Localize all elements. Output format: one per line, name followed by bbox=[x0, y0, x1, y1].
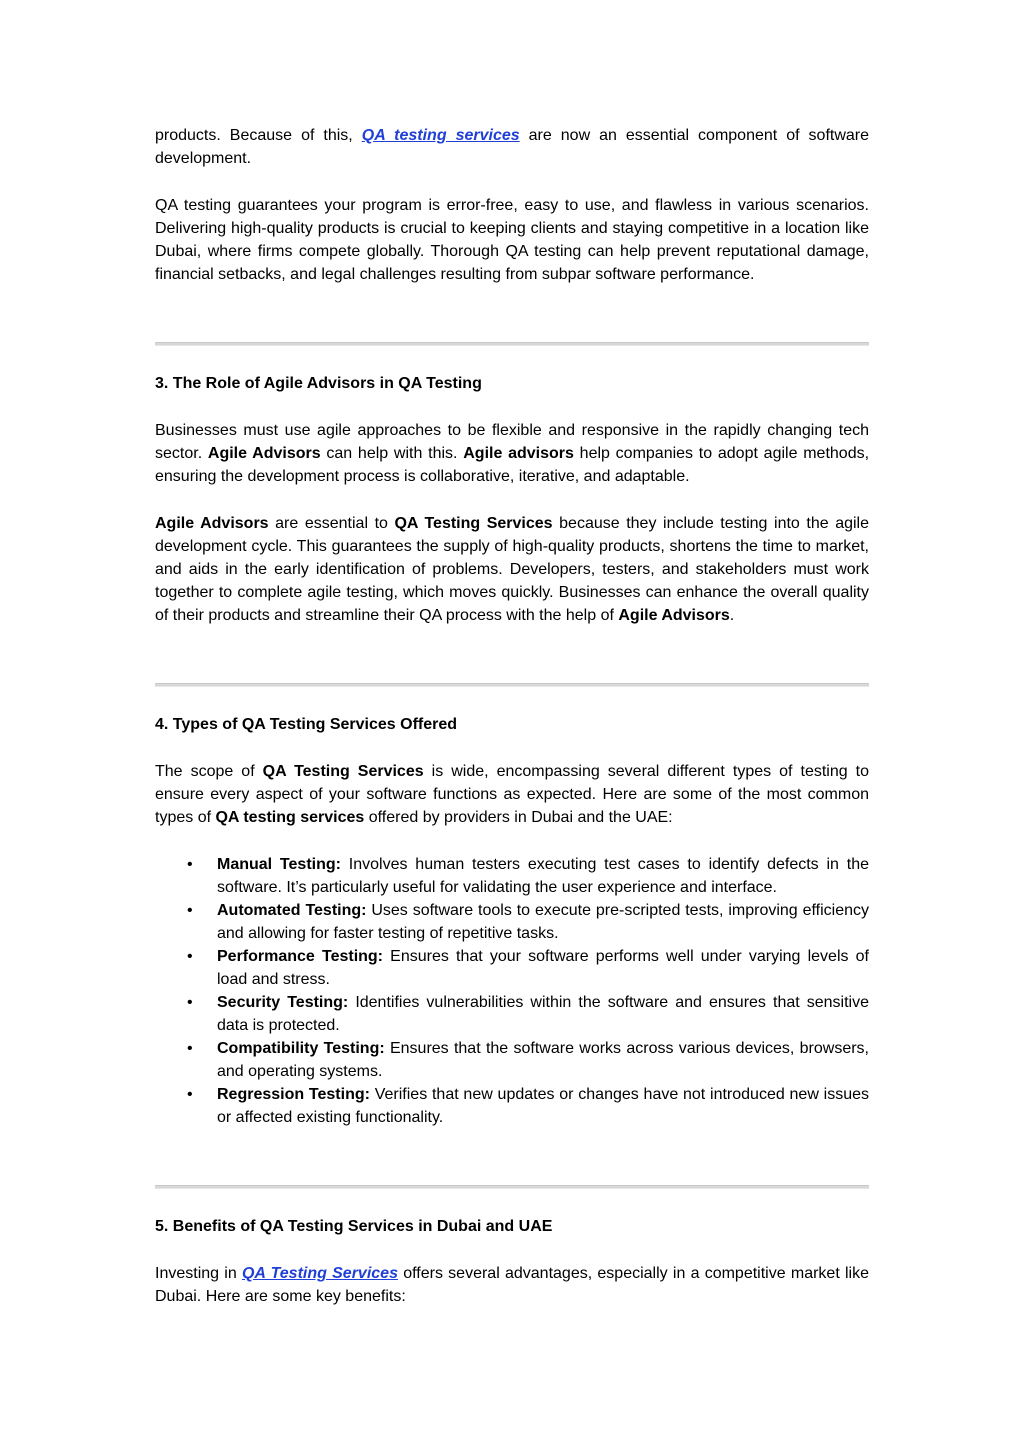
bold-run: Agile Advisors bbox=[618, 607, 730, 624]
text-run: is wide, encompassing several different types of testing to ensure every aspect of your software functions as expected. Here are some of the most common types of bbox=[155, 763, 870, 826]
text-run: offers several advantages, especially in a competitive market like Dubai. Here are some key benefits: bbox=[155, 1265, 869, 1305]
list-item bbox=[187, 1037, 869, 1083]
list-item-term: Security Testing: bbox=[217, 994, 349, 1011]
bold-run: QA Testing Services bbox=[394, 515, 553, 532]
document-page bbox=[155, 124, 869, 1308]
text-run: The scope of bbox=[155, 763, 263, 780]
text-run: are essential to bbox=[268, 515, 395, 532]
text-run: help companies to adopt agile methods, ensuring the development process is collaborative, iterative, and adaptable. bbox=[155, 445, 870, 485]
intro-paragraph-2: QA testing guarantees your program is error-free, easy to use, and flawless in various scenarios. Delivering high-quality products is crucial to keeping clients and staying competitive in a location like Dubai, where firms compete globally. Thorough QA testing can help prevent reputational damage, financial setbacks, and legal challenges resulting from subpar software performance. bbox=[155, 197, 869, 283]
list-item-text: Identifies vulnerabilities within the software and ensures that sensitive data is protected. bbox=[217, 994, 870, 1034]
list-item-text: Uses software tools to execute pre-scripted tests, improving efficiency and allowing for faster testing of repetitive tasks. bbox=[217, 902, 869, 942]
qa-testing-services-link[interactable]: QA Testing Services bbox=[241, 1265, 398, 1282]
intro-text-after: are now an essential component of software development. bbox=[155, 127, 870, 167]
list-item-text: Involves human testers executing test cases to identify defects in the software. It’s particularly useful for validating the user experience and interface. bbox=[217, 856, 869, 896]
section-5-paragraph-1 bbox=[155, 1262, 869, 1308]
list-item-term: Regression Testing: bbox=[217, 1086, 370, 1103]
bullet-icon: • bbox=[187, 1086, 193, 1103]
list-item-term: Manual Testing: bbox=[217, 856, 341, 873]
intro-paragraph-1 bbox=[155, 124, 869, 170]
text-run: offered by providers in Dubai and the UAE: bbox=[364, 809, 673, 826]
bold-run: Agile Advisors bbox=[155, 515, 269, 532]
list-item-term: Compatibility Testing: bbox=[217, 1040, 385, 1057]
section-4-heading: 4. Types of QA Testing Services Offered bbox=[155, 716, 458, 733]
text-run: Businesses must use agile approaches to be flexible and responsive in the rapidly changing tech sector. bbox=[155, 422, 869, 462]
text-run: . bbox=[729, 607, 735, 624]
list-item bbox=[187, 991, 870, 1037]
bold-run: Agile Advisors bbox=[207, 445, 321, 462]
bold-run: QA testing services bbox=[215, 809, 365, 826]
list-item-text: Ensures that your software performs well under varying levels of load and stress. bbox=[217, 948, 869, 988]
section-5-heading: 5. Benefits of QA Testing Services in Dubai and UAE bbox=[155, 1218, 553, 1235]
list-item-term: Automated Testing: bbox=[217, 902, 367, 919]
section-4-paragraph-1 bbox=[155, 760, 869, 829]
text-run: because they include testing into the agile development cycle. This guarantees the supply of high-quality products, shortens the time to market, and aids in the early identification of problems. Developers, testers, and stakeholders must work together to complete agile testing, which moves quickly. Businesses can enhance the overall quality of their products and streamline their QA process with the help of bbox=[155, 515, 869, 624]
list-item bbox=[187, 1083, 869, 1129]
list-item-term: Performance Testing: bbox=[217, 948, 384, 965]
list-item-text: Verifies that new updates or changes have not introduced new issues or affected existing functionality. bbox=[217, 1086, 869, 1126]
text-run: can help with this. bbox=[320, 445, 464, 462]
section-3-paragraph-1 bbox=[155, 419, 869, 488]
testing-types-list bbox=[155, 853, 869, 1129]
section-3-paragraph-2 bbox=[155, 512, 869, 627]
bullet-icon: • bbox=[187, 948, 193, 965]
list-item-text: Ensures that the software works across various devices, browsers, and operating systems. bbox=[217, 1040, 869, 1080]
list-item bbox=[187, 853, 869, 899]
list-item bbox=[187, 945, 869, 991]
intro-text: products. Because of this, bbox=[155, 127, 362, 144]
bullet-icon: • bbox=[187, 994, 193, 1011]
bold-run: QA Testing Services bbox=[262, 763, 424, 780]
bullet-icon: • bbox=[187, 1040, 193, 1057]
bullet-icon: • bbox=[187, 902, 193, 919]
bullet-icon: • bbox=[187, 856, 193, 873]
section-3-heading: 3. The Role of Agile Advisors in QA Testing bbox=[155, 375, 482, 392]
list-item bbox=[187, 899, 869, 945]
qa-testing-services-link[interactable]: QA testing services bbox=[361, 127, 520, 144]
text-run: Investing in bbox=[155, 1265, 242, 1282]
bold-run: Agile advisors bbox=[463, 445, 574, 462]
